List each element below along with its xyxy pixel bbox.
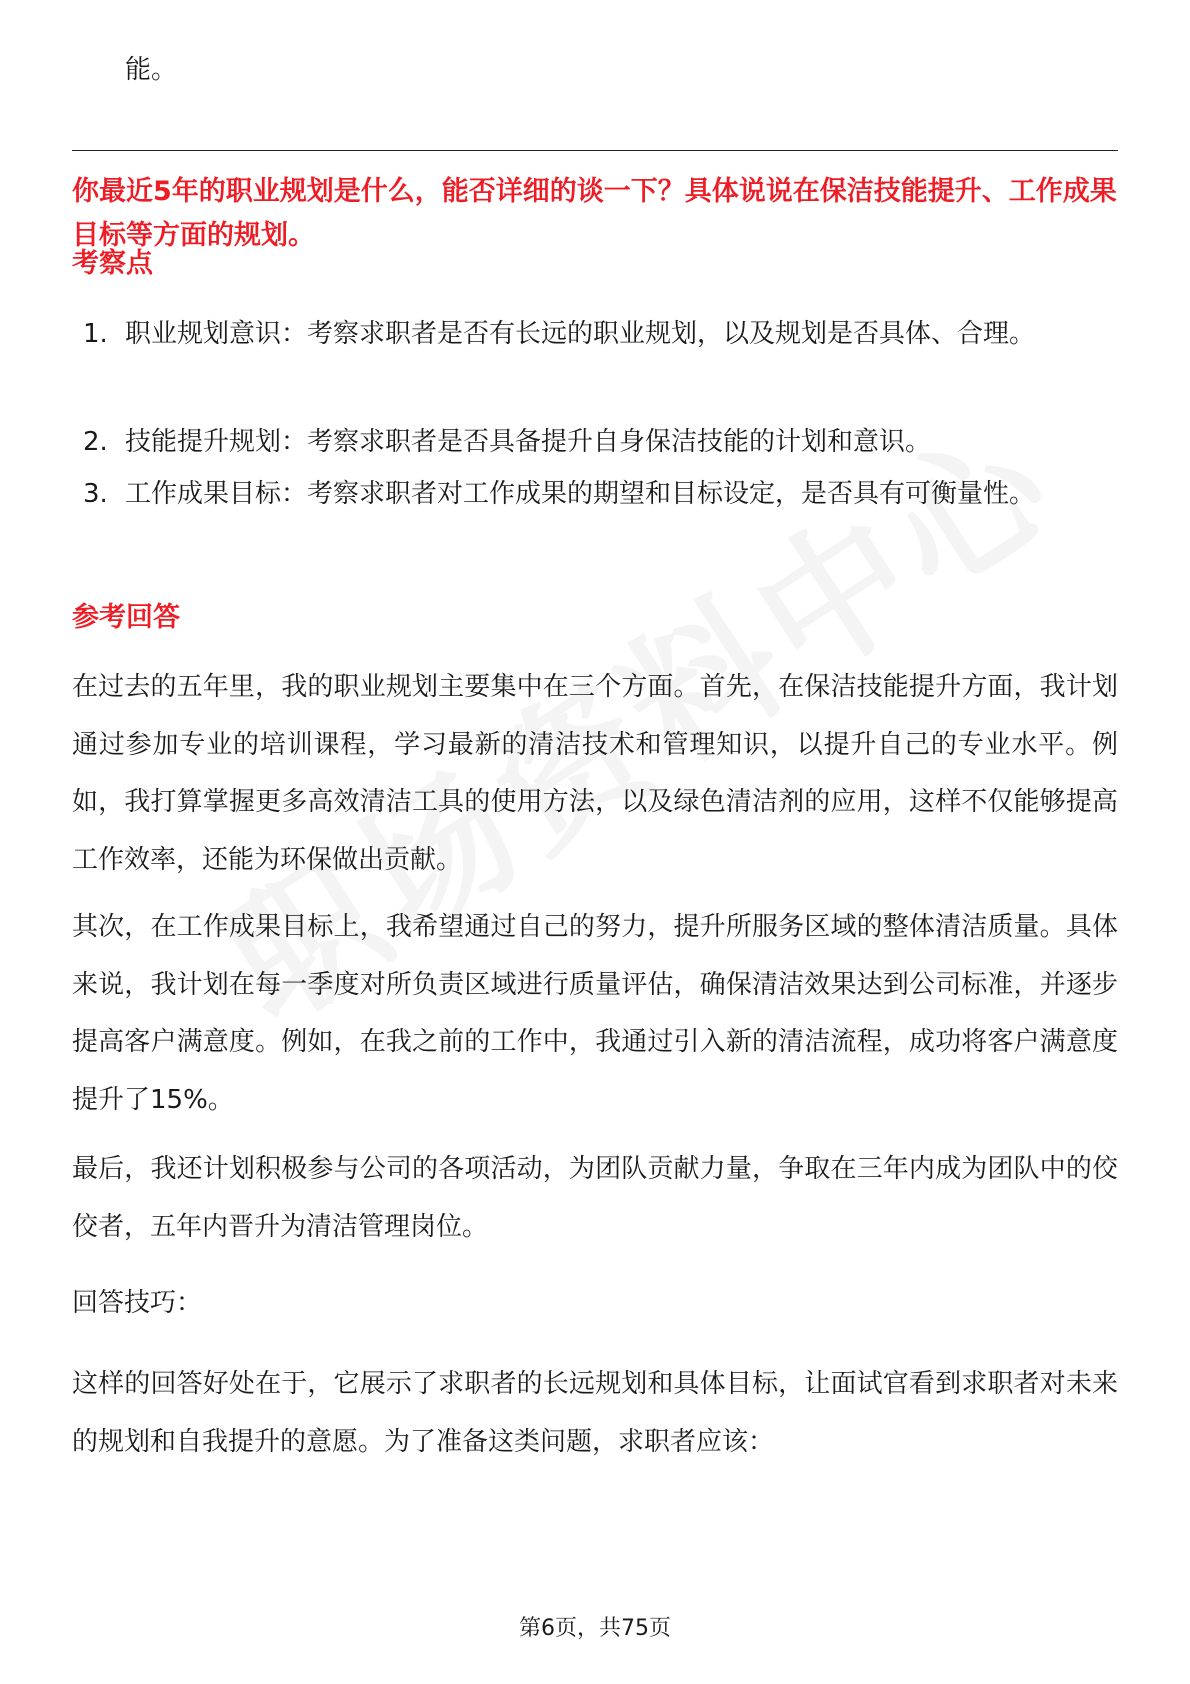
page-footer: 第6页，共75页: [519, 1616, 671, 1641]
list-number: 1.: [83, 319, 108, 349]
exam-points-heading: 考察点: [72, 248, 153, 279]
tips-label: 回答技巧：: [72, 1288, 203, 1318]
answer-paragraph: 最后，我还计划积极参与公司的各项活动，为团队贡献力量，争取在三年内成为团队中的佼佼者，五年内晋升为清洁管理岗位。: [72, 1154, 1118, 1242]
list-number: 3.: [83, 479, 108, 509]
tips-paragraph: 这样的回答好处在于，它展示了求职者的长远规划和具体目标，让面试官看到求职者对未来的规划和自我提升的意愿。为了准备这类问题，求职者应该：: [72, 1369, 1118, 1457]
list-text: 工作成果目标：考察求职者对工作成果的期望和目标设定，是否具有可衡量性。: [125, 479, 1036, 509]
list-number: 2.: [83, 427, 108, 457]
previous-text-fragment: 能。: [125, 55, 178, 85]
list-text: 技能提升规划：考察求职者是否具备提升自身保洁技能的计划和意识。: [125, 427, 932, 457]
reference-answer-heading: 参考回答: [72, 602, 180, 633]
answer-paragraph: 其次，在工作成果目标上，我希望通过自己的努力，提升所服务区域的整体清洁质量。具体来说，我计划在每一季度对所负责区域进行质量评估，确保清洁效果达到公司标准，并逐步提高客户满意度。例如，在我之前的工作中，我通过引入新的清洁流程，成功将客户满意度提升了15%。: [72, 912, 1118, 1115]
divider: [72, 150, 1118, 151]
question-heading: 你最近5年的职业规划是什么，能否详细的谈一下？具体说说在保洁技能提升、工作成果目标等方面的规划。: [72, 176, 1117, 251]
answer-paragraph: 在过去的五年里，我的职业规划主要集中在三个方面。首先，在保洁技能提升方面，我计划通过参加专业的培训课程，学习最新的清洁技术和管理知识，以提升自己的专业水平。例如，我打算掌握更多高效清洁工具的使用方法，以及绿色清洁剂的应用，这样不仅能够提高工作效率，还能为环保做出贡献。: [72, 672, 1118, 875]
list-text: 职业规划意识：考察求职者是否有长远的职业规划，以及规划是否具体、合理。: [125, 319, 1036, 349]
